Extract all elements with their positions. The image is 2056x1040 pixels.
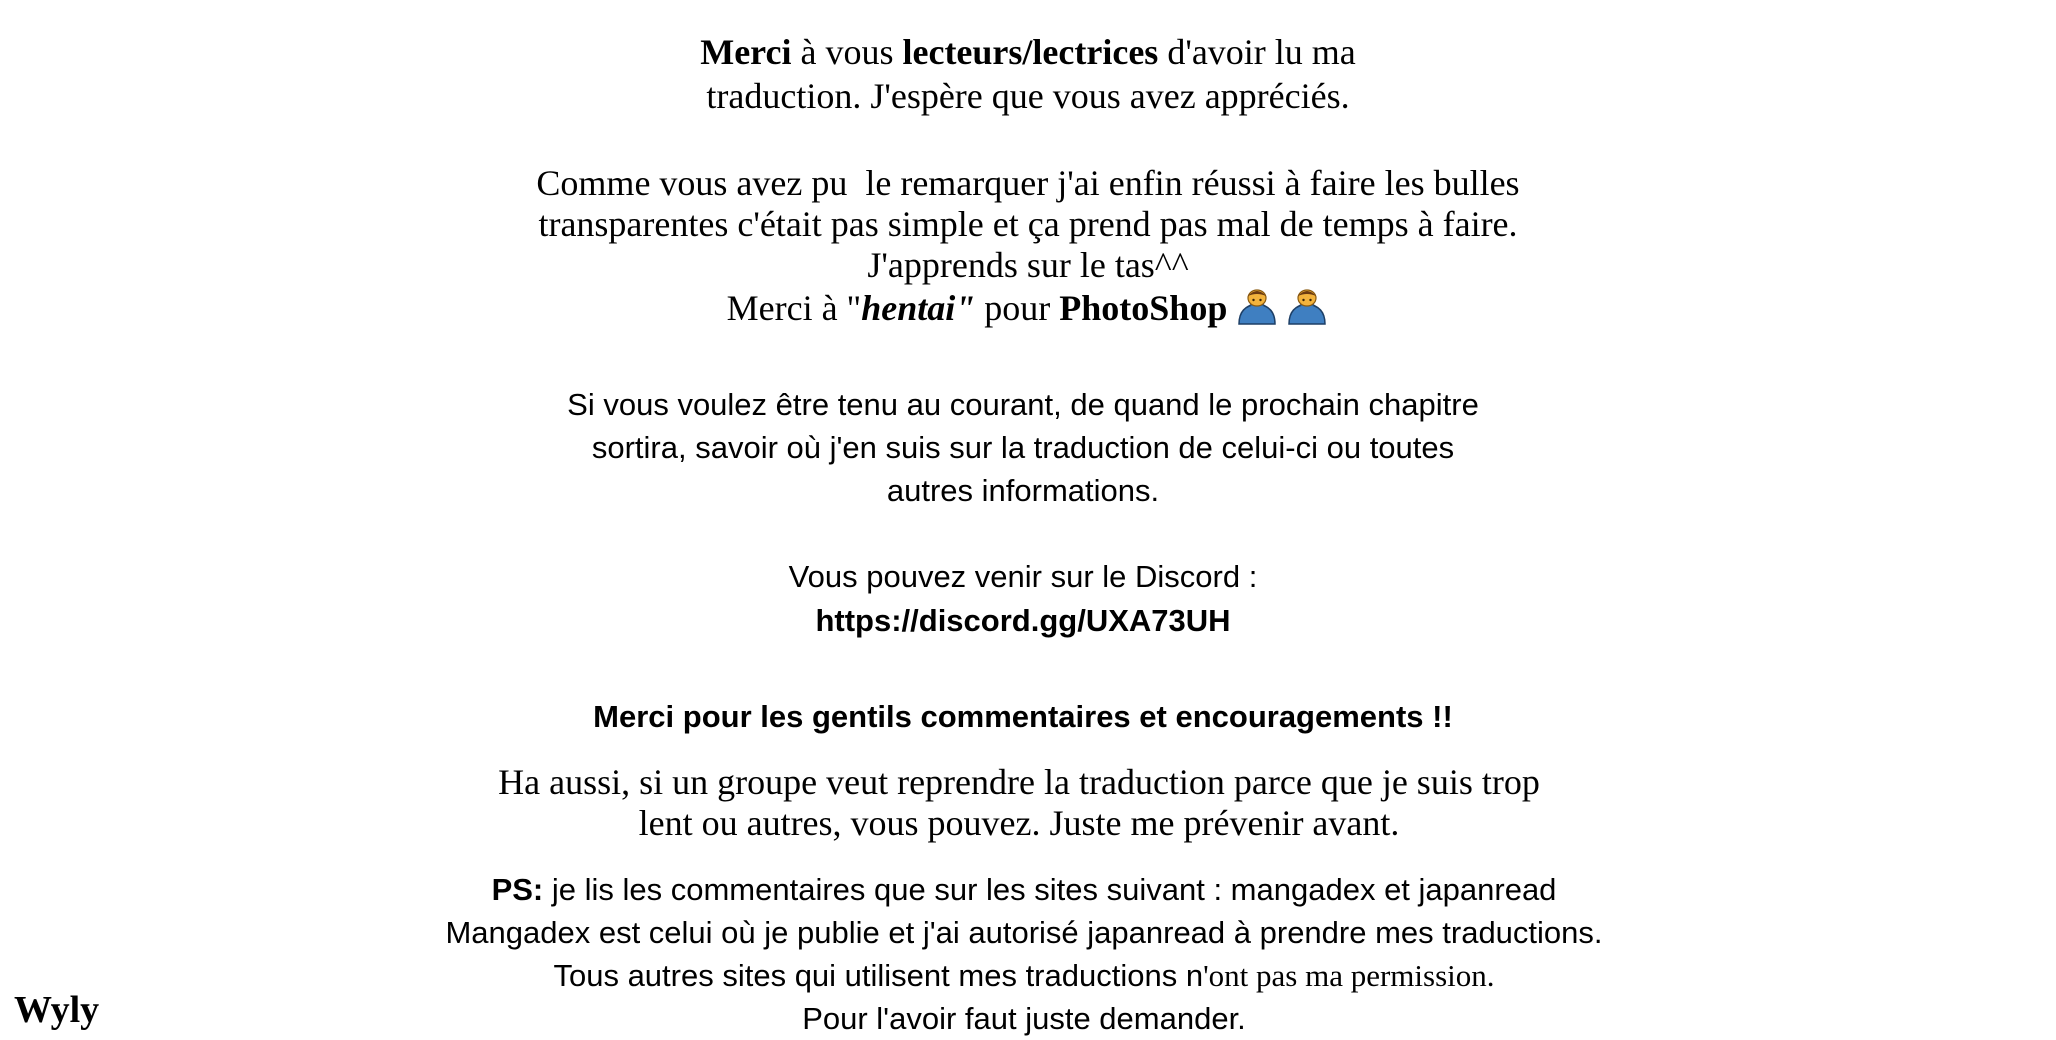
discord-label: Vous pouvez venir sur le Discord : <box>788 559 1258 594</box>
thanks-comments: Merci pour les gentils commentaires et encouragements !! <box>593 699 1453 734</box>
info-line-1: Si vous voulez être tenu au courant, de quand le prochain chapitre <box>567 387 1479 422</box>
ps-line-1: PS: je lis les commentaires que sur les sites suivant : mangadex et japanread <box>491 872 1557 907</box>
ps-line-3: Tous autres sites qui utilisent mes traductions n'ont pas ma permission. <box>553 958 1495 993</box>
bubbles-line-3: J'apprends sur le tas^^ <box>867 245 1189 285</box>
ps-line-4: Pour l'avoir faut juste demander. <box>802 1001 1246 1036</box>
ps-block <box>0 868 2052 1040</box>
info-line-2: sortira, savoir où j'en suis sur la traduction de celui-ci ou toutes <box>591 430 1455 465</box>
bubbles-line-2: transparentes c'était pas simple et ça prend pas mal de temps à faire. <box>538 204 1518 244</box>
bubbles-block <box>0 163 2056 335</box>
groups-block <box>0 762 2047 844</box>
intro-block <box>0 30 2056 118</box>
credit-name: hentai" <box>861 288 976 328</box>
credit-tool: PhotoShop <box>1059 288 1228 328</box>
signature: Wyly <box>14 989 100 1031</box>
bowing-person-icon <box>1235 286 1279 326</box>
discord-link[interactable]: https://discord.gg/UXA73UH <box>815 603 1231 638</box>
discord-block <box>0 555 2051 643</box>
intro-line-2: traduction. J'espère que vous avez appréciés. <box>706 76 1350 116</box>
ps-label: PS: <box>491 872 544 907</box>
groups-line-2: lent ou autres, vous pouvez. Juste me prévenir avant. <box>638 803 1400 843</box>
thanks-comments-block <box>0 695 2051 739</box>
readers-word: lecteurs/lectrices <box>902 32 1159 72</box>
credits-line: Merci à "hentai" pour PhotoShop <box>0 286 2056 335</box>
merci-word: Merci <box>700 32 792 72</box>
intro-line-1: Merci à vous lecteurs/lectrices d'avoir lu ma <box>700 32 1356 72</box>
groups-line-1: Ha aussi, si un groupe veut reprendre la traduction parce que je suis trop <box>498 762 1540 802</box>
emoji-group <box>1229 286 1329 335</box>
ps-line-2: Mangadex est celui où je publie et j'ai autorisé japanread à prendre mes traductions. <box>445 915 1603 950</box>
info-line-3: autres informations. <box>886 473 1160 508</box>
bowing-person-icon <box>1285 286 1329 326</box>
bubbles-line-1: Comme vous avez pu le remarquer j'ai enfin réussi à faire les bulles <box>536 163 1520 203</box>
info-block <box>0 383 2051 512</box>
